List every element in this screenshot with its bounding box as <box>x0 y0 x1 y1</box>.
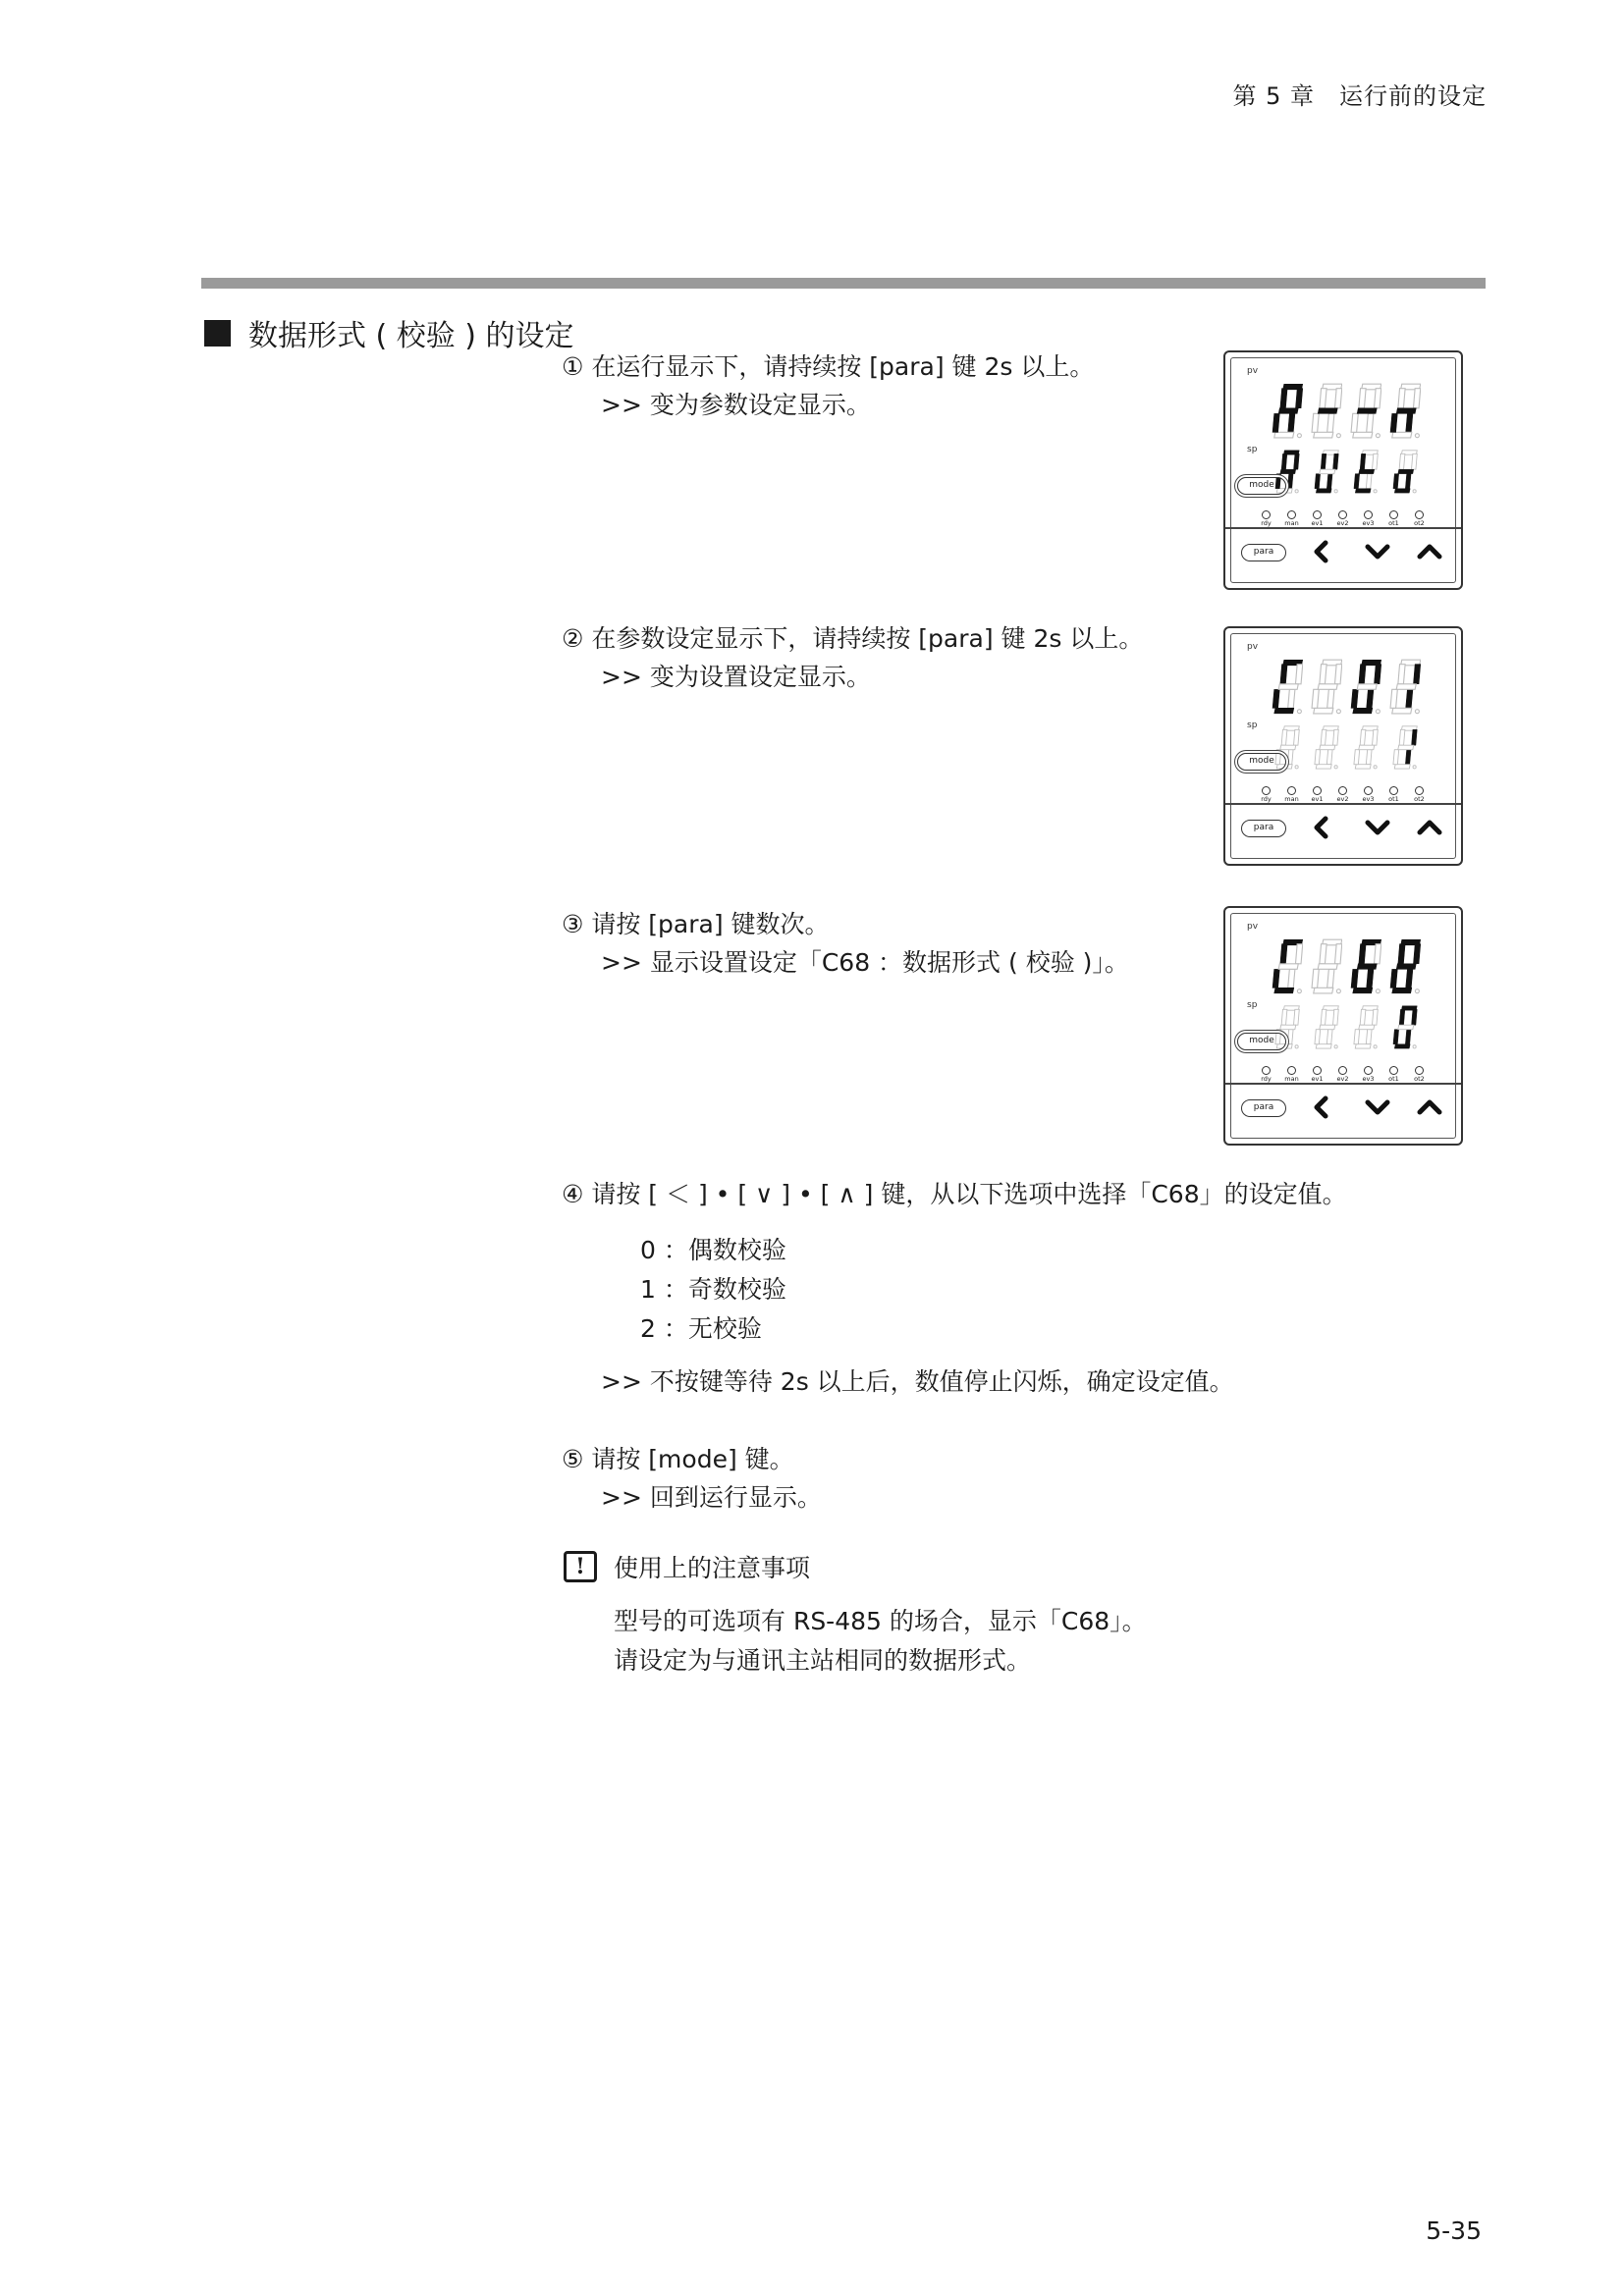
section-title-text: 数据形式 ( 校验 ) 的设定 <box>248 319 574 353</box>
mode-button[interactable]: mode <box>1237 477 1286 495</box>
seven-segment-digit <box>1309 658 1342 715</box>
controller-panel <box>1223 906 1463 1146</box>
panel-divider <box>1225 803 1461 805</box>
sp-label: sp <box>1247 721 1258 730</box>
option-1: 1 ：奇数校验 <box>640 1275 786 1304</box>
led-label: rdy <box>1261 1075 1272 1083</box>
status-leds <box>1259 1066 1427 1084</box>
seven-segment-digit <box>1270 658 1303 715</box>
seven-segment-digit <box>1387 724 1421 770</box>
status-led <box>1386 510 1401 528</box>
step-2-result: >> 变为设置设定显示。 <box>601 663 871 691</box>
seven-segment-digit <box>1387 449 1421 494</box>
led-indicator-icon <box>1338 510 1347 519</box>
led-label: ev3 <box>1362 519 1375 527</box>
section-bullet-icon <box>204 320 231 347</box>
panel-divider <box>1225 1083 1461 1085</box>
led-label: ev2 <box>1336 795 1349 803</box>
seven-segment-digit <box>1387 658 1421 715</box>
para-button[interactable]: para <box>1241 820 1286 837</box>
led-label: man <box>1284 795 1299 803</box>
seven-segment-digit <box>1348 1004 1381 1049</box>
mode-button[interactable]: mode <box>1237 1033 1286 1050</box>
caution-icon: ! <box>564 1551 597 1582</box>
seven-segment-digit <box>1270 382 1303 439</box>
seven-segment-digit <box>1348 937 1381 994</box>
option-0: 0 ：偶数校验 <box>640 1236 786 1264</box>
down-arrow-icon[interactable] <box>1368 823 1387 832</box>
seven-segment-digit <box>1309 382 1342 439</box>
section-rule <box>201 278 1486 289</box>
pv-display <box>1270 658 1421 715</box>
sp-display <box>1270 1004 1421 1049</box>
page-number: 5-35 <box>1426 2216 1482 2245</box>
sp-display <box>1270 449 1421 494</box>
seven-segment-digit <box>1309 937 1342 994</box>
status-led <box>1335 510 1350 528</box>
led-indicator-icon <box>1364 510 1373 519</box>
down-arrow-icon[interactable] <box>1368 1102 1387 1112</box>
led-indicator-icon <box>1313 1066 1322 1075</box>
step-4: ④ 请按 [ ＜ ] • [ ∨ ] • [ ∧ ] 键，从以下选项中选择「C68」的设定值。 <box>562 1180 1347 1208</box>
sp-display <box>1270 724 1421 770</box>
seven-segment-digit <box>1387 937 1421 994</box>
pv-display <box>1270 382 1421 439</box>
led-label: ot2 <box>1414 519 1425 527</box>
status-led <box>1361 1066 1376 1084</box>
led-indicator-icon <box>1415 510 1424 519</box>
seven-segment-digit <box>1348 449 1381 494</box>
seven-segment-digit <box>1387 382 1421 439</box>
led-label: ot1 <box>1388 519 1399 527</box>
mode-button[interactable]: mode <box>1237 753 1286 771</box>
para-button[interactable]: para <box>1241 544 1286 561</box>
chapter-header: 第 5 章 运行前的设定 <box>1232 82 1487 110</box>
pv-label: pv <box>1247 642 1259 652</box>
section-title <box>204 311 574 354</box>
led-label: ot2 <box>1414 795 1425 803</box>
note-title: 使用上的注意事项 <box>614 1554 811 1582</box>
led-indicator-icon <box>1338 786 1347 795</box>
led-indicator-icon <box>1262 786 1271 795</box>
led-label: man <box>1284 519 1299 527</box>
status-led <box>1259 786 1273 804</box>
para-button[interactable]: para <box>1241 1099 1286 1117</box>
pv-label: pv <box>1247 366 1259 376</box>
left-arrow-icon[interactable] <box>1317 543 1326 561</box>
led-label: ev3 <box>1362 795 1375 803</box>
seven-segment-digit <box>1309 1004 1342 1049</box>
sp-label: sp <box>1247 445 1258 454</box>
status-led <box>1386 786 1401 804</box>
step-1-result: >> 变为参数设定显示。 <box>601 391 871 419</box>
note-line-1: 型号的可选项有 RS-485 的场合，显示「C68」。 <box>614 1607 1147 1635</box>
step-2: ② 在参数设定显示下，请持续按 [para] 键 2s 以上。 <box>562 624 1144 653</box>
status-led <box>1310 1066 1325 1084</box>
led-label: ot1 <box>1388 795 1399 803</box>
seven-segment-digit <box>1348 382 1381 439</box>
up-arrow-icon[interactable] <box>1420 1102 1439 1112</box>
sp-label: sp <box>1247 1000 1258 1010</box>
option-2: 2 ：无校验 <box>640 1314 762 1343</box>
status-led <box>1412 510 1427 528</box>
led-label: ev1 <box>1311 795 1324 803</box>
led-label: ev2 <box>1336 1075 1349 1083</box>
status-led <box>1284 510 1299 528</box>
status-leds <box>1259 510 1427 528</box>
up-arrow-icon[interactable] <box>1420 547 1439 557</box>
status-led <box>1412 1066 1427 1084</box>
seven-segment-digit <box>1348 658 1381 715</box>
arrow-keys <box>1314 1094 1451 1121</box>
led-indicator-icon <box>1415 1066 1424 1075</box>
led-indicator-icon <box>1364 786 1373 795</box>
arrow-keys <box>1314 538 1451 565</box>
down-arrow-icon[interactable] <box>1368 547 1387 557</box>
led-indicator-icon <box>1364 1066 1373 1075</box>
led-label: rdy <box>1261 519 1272 527</box>
note-line-2: 请设定为与通讯主站相同的数据形式。 <box>614 1646 1032 1675</box>
status-led <box>1335 786 1350 804</box>
led-indicator-icon <box>1262 1066 1271 1075</box>
led-indicator-icon <box>1415 786 1424 795</box>
controller-panel <box>1223 626 1463 866</box>
led-label: ev3 <box>1362 1075 1375 1083</box>
led-label: ev1 <box>1311 519 1324 527</box>
step-3-result: >> 显示设置设定「C68 ：数据形式 ( 校验 )」。 <box>601 948 1129 977</box>
status-led <box>1361 786 1376 804</box>
led-indicator-icon <box>1389 1066 1398 1075</box>
led-label: ot2 <box>1414 1075 1425 1083</box>
led-indicator-icon <box>1287 510 1296 519</box>
seven-segment-digit <box>1309 724 1342 770</box>
seven-segment-digit <box>1270 937 1303 994</box>
led-indicator-icon <box>1313 786 1322 795</box>
status-led <box>1412 786 1427 804</box>
seven-segment-digit <box>1309 449 1342 494</box>
pv-display <box>1270 937 1421 994</box>
status-led <box>1284 1066 1299 1084</box>
step-1: ① 在运行显示下，请持续按 [para] 键 2s 以上。 <box>562 352 1095 381</box>
led-indicator-icon <box>1287 1066 1296 1075</box>
seven-segment-digit <box>1348 724 1381 770</box>
led-label: ev2 <box>1336 519 1349 527</box>
led-indicator-icon <box>1262 510 1271 519</box>
step-5: ⑤ 请按 [mode] 键。 <box>562 1445 794 1473</box>
status-led <box>1259 510 1273 528</box>
up-arrow-icon[interactable] <box>1420 823 1439 832</box>
pv-label: pv <box>1247 922 1259 932</box>
status-led <box>1386 1066 1401 1084</box>
status-led <box>1259 1066 1273 1084</box>
led-label: man <box>1284 1075 1299 1083</box>
step-4-result: >> 不按键等待 2s 以上后，数值停止闪烁，确定设定值。 <box>601 1367 1234 1396</box>
seven-segment-digit <box>1387 1004 1421 1049</box>
led-label: ot1 <box>1388 1075 1399 1083</box>
step-5-result: >> 回到运行显示。 <box>601 1483 822 1512</box>
arrow-keys <box>1314 814 1451 841</box>
step-3: ③ 请按 [para] 键数次。 <box>562 910 830 938</box>
left-arrow-icon[interactable] <box>1317 819 1326 836</box>
status-led <box>1284 786 1299 804</box>
led-indicator-icon <box>1389 510 1398 519</box>
status-led <box>1361 510 1376 528</box>
led-label: ev1 <box>1311 1075 1324 1083</box>
led-indicator-icon <box>1389 786 1398 795</box>
left-arrow-icon[interactable] <box>1317 1098 1326 1116</box>
led-indicator-icon <box>1287 786 1296 795</box>
controller-panel <box>1223 350 1463 590</box>
status-led <box>1335 1066 1350 1084</box>
led-indicator-icon <box>1338 1066 1347 1075</box>
status-led <box>1310 510 1325 528</box>
status-led <box>1310 786 1325 804</box>
panel-divider <box>1225 527 1461 529</box>
led-label: rdy <box>1261 795 1272 803</box>
led-indicator-icon <box>1313 510 1322 519</box>
status-leds <box>1259 786 1427 804</box>
